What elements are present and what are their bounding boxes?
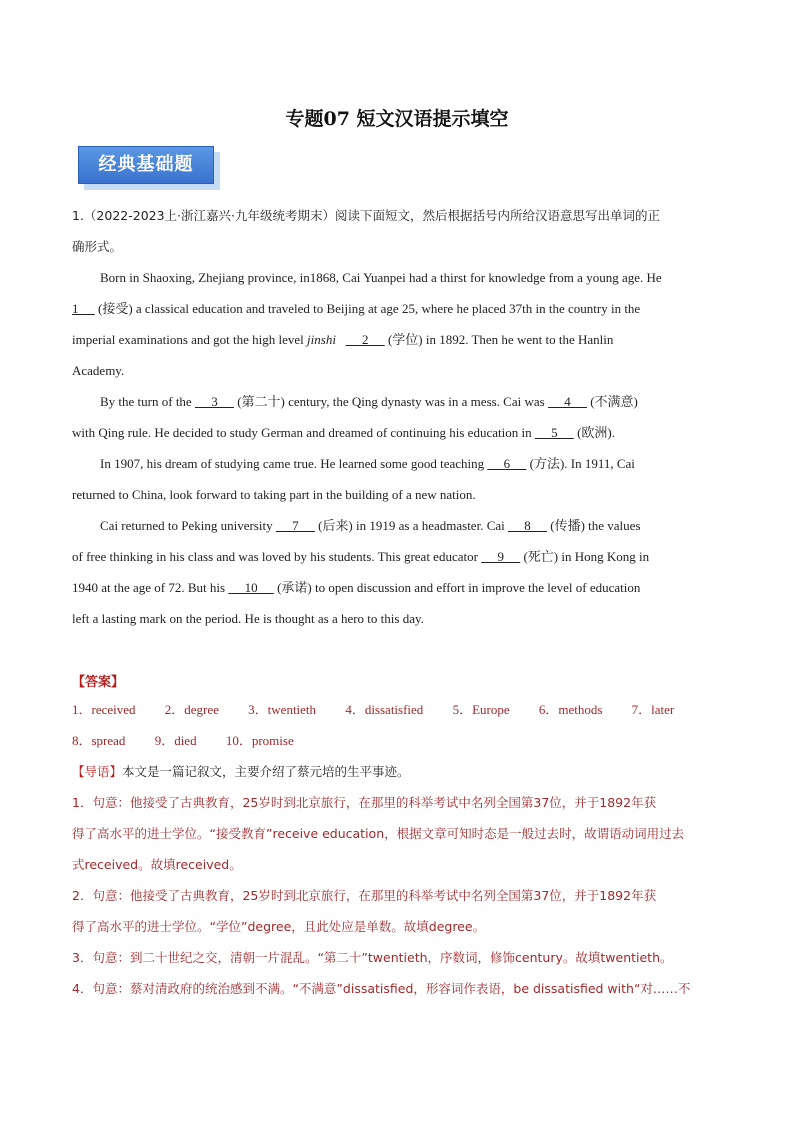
answer-item: 1．received	[72, 702, 136, 717]
answer-item: 7．later	[631, 702, 675, 717]
paragraph4-line2: of free thinking in his class and was loved by his students. This great educator 9 (死亡) in Hong Kong in	[72, 541, 722, 572]
answer-row-1	[72, 694, 722, 725]
blank-4[interactable]: 4	[547, 394, 587, 409]
paragraph4-line1: Cai returned to Peking university 7 (后来) in 1919 as a headmaster. Cai 8 (传播) the values	[72, 510, 722, 541]
answer-item: 4．dissatisfied	[345, 702, 424, 717]
paragraph1-line1: Born in Shaoxing, Zhejiang province, in1868, Cai Yuanpei had a thirst for knowledge from a young age. He	[100, 270, 662, 285]
answer-item: 6．methods	[538, 702, 603, 717]
answer-item: 2．degree	[164, 702, 219, 717]
explanation-1-line2: 得了高水平的进士学位。“接受教育”receive education，根据文章可知时态是一般过去时，故谓语动词用过去	[72, 826, 685, 841]
paragraph1-line2: 1 (接受) a classical education and traveled to Beijing at age 25, where he placed 37th in the country in the	[72, 293, 722, 324]
answer-item: 9．died	[154, 733, 197, 748]
explanation-2-line1: 2．句意：他接受了古典教育，25岁时到北京旅行，在那里的科举考试中名列全国第37位，并于1892年获	[72, 888, 657, 903]
explanation-4-line1: 4．句意：蔡对清政府的统治感到不满。“不满意”dissatisfied，形容词作表语，be dissatisfied with“对……不	[72, 981, 691, 996]
blank-6[interactable]: 6	[487, 456, 527, 471]
question-block	[72, 200, 722, 634]
jinshi-term: jinshi	[307, 332, 336, 347]
explanations	[72, 756, 722, 1004]
paragraph3-line2: returned to China, look forward to taking part in the building of a new nation.	[72, 487, 476, 502]
daoyu-label: 【导语】	[72, 764, 123, 779]
explanation-1-line3: 式received。故填received。	[72, 857, 242, 872]
explanation-1-line1: 1．句意：他接受了古典教育，25岁时到北京旅行，在那里的科举考试中名列全国第37位，并于1892年获	[72, 795, 657, 810]
paragraph4-line3: 1940 at the age of 72. But his 10 (承诺) to open discussion and effort in improve the level of education	[72, 572, 722, 603]
answer-item: 5．Europe	[452, 702, 510, 717]
question-heading-line1: 1.（2022-2023上·浙江嘉兴·九年级统考期末）阅读下面短文，然后根据括号内所给汉语意思写出单词的正	[72, 208, 661, 223]
blank-2[interactable]: 2	[345, 332, 385, 347]
daoyu-text: 本文是一篇记叙文，主要介绍了蔡元培的生平事迹。	[122, 764, 410, 779]
answer-row-2	[72, 725, 722, 756]
answer-section	[72, 672, 722, 1004]
explanation-2-line2: 得了高水平的进士学位。“学位”degree，且此处应是单数。故填degree。	[72, 919, 486, 934]
explanation-3-line1: 3．句意：到二十世纪之交，清朝一片混乱。“第二十”twentieth，序数词，修饰century。故填twentieth。	[72, 950, 673, 965]
blank-5[interactable]: 5	[534, 425, 574, 440]
answer-label: 【答案】	[72, 675, 125, 690]
paragraph1-line3: imperial examinations and got the high level jinshi 2 (学位) in 1892. Then he went to the Hanlin	[72, 324, 722, 355]
answer-item: 3．twentieth	[248, 702, 317, 717]
paragraph4-line4: left a lasting mark on the period. He is thought as a hero to this day.	[72, 611, 424, 626]
paragraph2-line2: with Qing rule. He decided to study German and dreamed of continuing his education in 5 (欧洲).	[72, 417, 722, 448]
blank-3[interactable]: 3	[194, 394, 234, 409]
blank-8[interactable]: 8	[508, 518, 547, 533]
question-heading-line2: 确形式。	[72, 239, 123, 254]
blank-7[interactable]: 7	[275, 518, 315, 533]
paragraph3-line1: In 1907, his dream of studying came true. He learned some good teaching 6 (方法). In 1911, Cai	[72, 448, 722, 479]
answer-item: 8．spread	[72, 733, 126, 748]
answer-item: 10．promise	[225, 733, 294, 748]
blank-1[interactable]: 1	[72, 301, 95, 316]
blank-9[interactable]: 9	[481, 549, 521, 564]
paragraph1-line4: Academy.	[72, 363, 125, 378]
blank-10[interactable]: 10	[228, 580, 274, 595]
page-title: 专题07 短文汉语提示填空	[285, 108, 509, 130]
paragraph2-line1: By the turn of the 3 (第二十) century, the Qing dynasty was in a mess. Cai was 4 (不满意)	[72, 386, 722, 417]
banner-label: 经典基础题	[78, 146, 214, 184]
daoyu-line	[72, 756, 722, 787]
section-banner	[78, 146, 222, 190]
